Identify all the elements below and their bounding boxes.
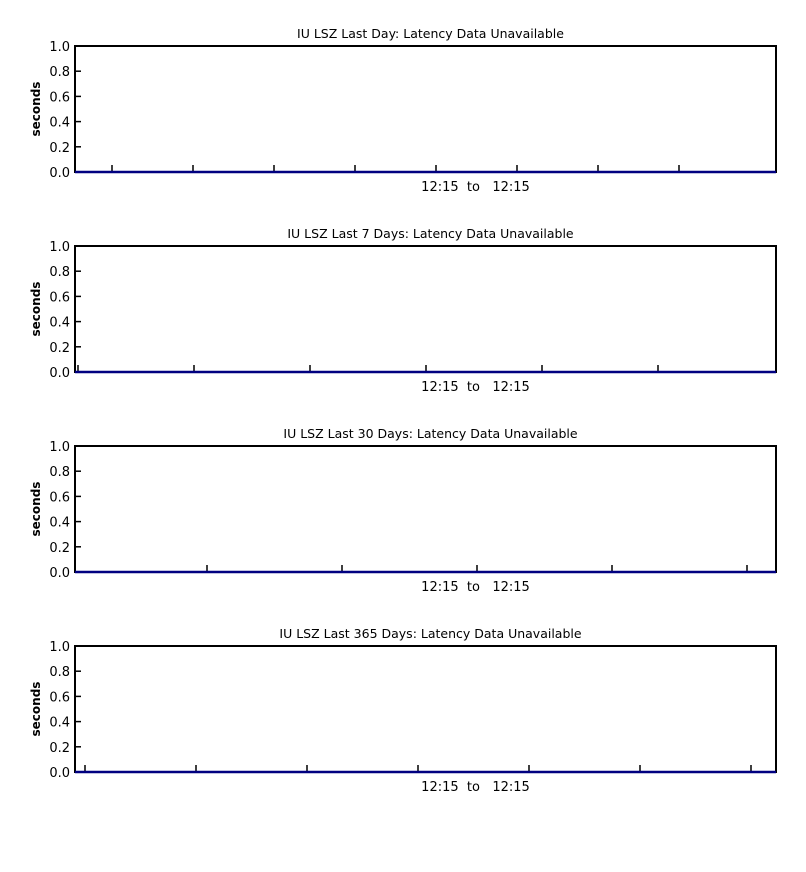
y-tick-label: 0.6 — [49, 490, 70, 506]
y-axis-label: seconds — [29, 681, 43, 737]
y-tick-label: 1.0 — [49, 240, 70, 255]
y-tick-label: 1.0 — [49, 40, 70, 55]
y-tick-label: 0.8 — [49, 665, 70, 681]
plot-frame — [75, 46, 776, 172]
chart-panel — [29, 26, 776, 195]
y-tick-label: 0.0 — [49, 766, 70, 781]
y-tick-label: 1.0 — [49, 440, 70, 455]
chart-panel — [29, 426, 776, 595]
y-tick-label: 1.0 — [49, 640, 70, 655]
y-tick-label: 0.4 — [49, 515, 70, 531]
y-tick-label: 0.6 — [49, 90, 70, 106]
y-tick-label: 0.6 — [49, 290, 70, 306]
plot-frame — [75, 646, 776, 772]
y-tick-label: 0.4 — [49, 315, 70, 331]
y-tick-label: 0.2 — [49, 140, 70, 156]
y-tick-label: 0.8 — [49, 65, 70, 81]
time-range-label: 12:15 to 12:15 — [421, 580, 530, 595]
y-tick-label: 0.6 — [49, 690, 70, 706]
y-tick-label: 0.2 — [49, 340, 70, 356]
y-axis-label: seconds — [29, 81, 43, 137]
time-range-label: 12:15 to 12:15 — [421, 180, 530, 195]
y-tick-label: 0.0 — [49, 366, 70, 381]
y-tick-label: 0.0 — [49, 166, 70, 181]
time-range-label: 12:15 to 12:15 — [421, 780, 530, 795]
y-axis-label: seconds — [29, 481, 43, 537]
chart-panel — [29, 226, 776, 395]
y-tick-label: 0.4 — [49, 115, 70, 131]
y-tick-label: 0.8 — [49, 465, 70, 481]
plot-frame — [75, 246, 776, 372]
y-tick-label: 0.8 — [49, 265, 70, 281]
chart-title: IU LSZ Last 30 Days: Latency Data Unavailable — [283, 426, 578, 441]
plot-frame — [75, 446, 776, 572]
chart-title: IU LSZ Last Day: Latency Data Unavailable — [297, 26, 564, 41]
y-tick-label: 0.2 — [49, 540, 70, 556]
time-range-label: 12:15 to 12:15 — [421, 380, 530, 395]
chart-title: IU LSZ Last 7 Days: Latency Data Unavailable — [287, 226, 574, 241]
y-tick-label: 0.4 — [49, 715, 70, 731]
chart-panel — [29, 626, 776, 795]
y-tick-label: 0.0 — [49, 566, 70, 581]
y-tick-label: 0.2 — [49, 740, 70, 756]
y-axis-label: seconds — [29, 281, 43, 337]
chart-title: IU LSZ Last 365 Days: Latency Data Unavailable — [279, 626, 582, 641]
